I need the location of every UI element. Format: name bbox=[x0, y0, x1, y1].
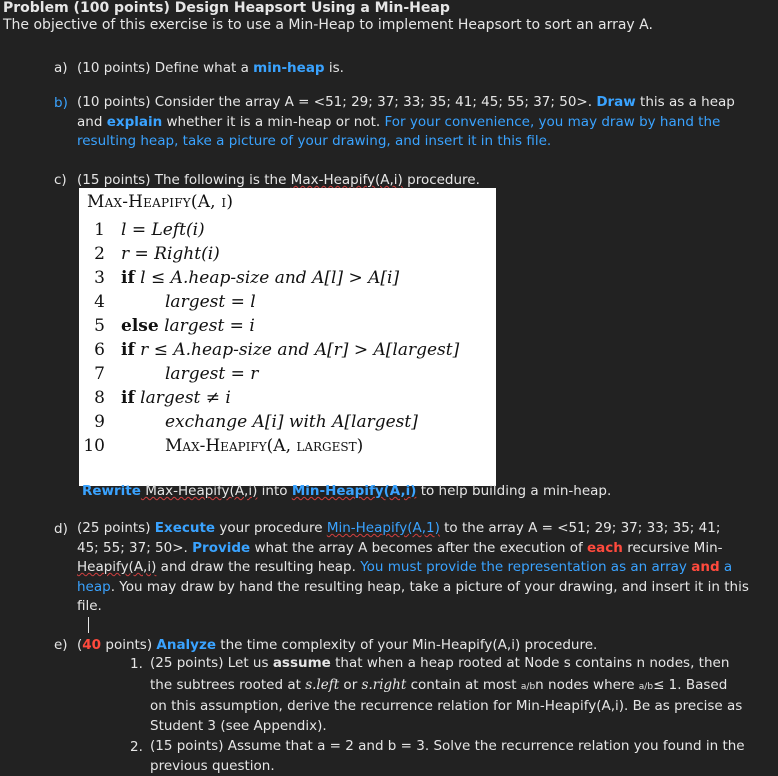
part-a-text: (10 points) Define what a min-heap is. bbox=[77, 60, 344, 76]
part-e-text: (40 points) Analyze the time complexity of your Min-Heapify(A,i) procedure. bbox=[77, 637, 598, 653]
max-heapify-pseudocode bbox=[79, 188, 496, 486]
code-line: 1 l = Left(i) bbox=[94, 220, 205, 240]
item-2-text: (15 points) Assume that a = 2 and b = 3. Solve the recurrence relation you found in the previous question. bbox=[150, 738, 745, 774]
part-a-label: a) bbox=[54, 60, 68, 76]
item-2-number: 2. bbox=[130, 739, 143, 755]
part-d-text: (25 points) Execute your procedure Min-Heapify(A,1) to the array A = <51; 29; 37; 33; 35; 41; 45; 55; 37; 50>. Provide what the array A becomes after the execution of each recursive Min- Heapify(A,i) and draw the resulting heap. You must provide the representation as an array and a heap. You may draw by hand the resulting heap, take a picture of your drawing, and insert it in this file. bbox=[77, 520, 749, 614]
part-b-label: b) bbox=[54, 95, 68, 111]
min-heap-term: min-heap bbox=[253, 60, 325, 76]
code-line: 5 else largest = i bbox=[94, 316, 255, 336]
code-line: 4 largest = l bbox=[94, 292, 256, 312]
part-d-label: d) bbox=[54, 521, 68, 537]
code-line: 3 if l ≤ A.heap-size and A[l] > A[i] bbox=[94, 268, 400, 288]
item-1-text: (25 points) Let us assume that when a heap rooted at Node s contains n nodes, then the subtrees rooted at s.left or s.right contain at most a/bn nodes where a/b≤ 1. Based on this assumption, derive the recurrence relation for Min-Heapify(A,i). Be as precise as Student 3 (see Appendix). bbox=[150, 655, 743, 734]
code-line: 10 Max-Heapify(A, largest) bbox=[83, 436, 364, 456]
code-line: 6 if r ≤ A.heap-size and A[r] > A[largest] bbox=[94, 340, 460, 360]
code-line: 9 exchange A[i] with A[largest] bbox=[94, 412, 418, 432]
problem-title: Problem (100 points) Design Heapsort Using a Min-Heap bbox=[3, 0, 450, 16]
rewrite-instruction: Rewrite Max-Heapify(A,i) into Min-Heapify(A,i) to help building a min-heap. bbox=[82, 483, 612, 499]
part-c-label: c) bbox=[54, 172, 67, 188]
part-c-text: (15 points) The following is the Max-Heapify(A,i) procedure. bbox=[77, 172, 480, 188]
code-header: Max-Heapify(A, i) bbox=[87, 192, 234, 212]
code-line: 2 r = Right(i) bbox=[94, 244, 220, 264]
objective-text: The objective of this exercise is to use a Min-Heap to implement Heapsort to sort an array A. bbox=[3, 17, 653, 33]
part-b-text: (10 points) Consider the array A = <51; 29; 37; 33; 35; 41; 45; 55; 37; 50>. Draw this as a heap and explain whether it is a min-heap or not. For your convenience, you may draw by hand the resulting heap, take a picture of your drawing, and insert it in this file. bbox=[77, 94, 735, 149]
code-line: 8 if largest ≠ i bbox=[94, 388, 231, 408]
item-1-number: 1. bbox=[130, 656, 143, 672]
text-cursor bbox=[88, 617, 89, 633]
code-line: 7 largest = r bbox=[94, 364, 259, 384]
part-e-label: e) bbox=[54, 637, 68, 653]
